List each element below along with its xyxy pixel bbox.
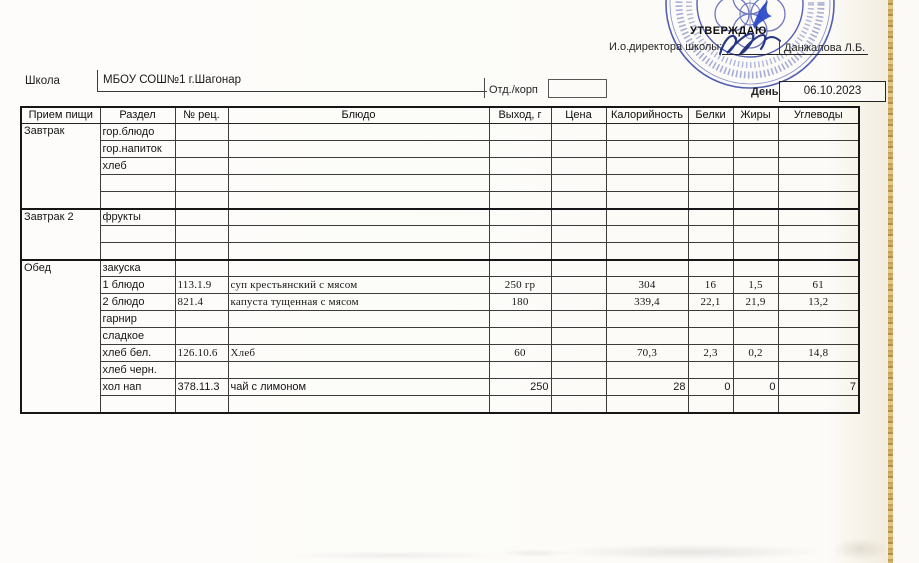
cell-dish <box>228 209 489 226</box>
cell-kcal <box>606 328 688 345</box>
cell-dish <box>228 328 489 345</box>
cell-price <box>551 141 606 158</box>
cell-razdel <box>100 396 175 413</box>
cell-razdel: фрукты <box>100 209 175 226</box>
cell-price <box>551 294 606 311</box>
table-row <box>21 175 859 192</box>
cell-out <box>489 124 551 141</box>
column-header: Углеводы <box>778 107 859 124</box>
cell-carbs: 13,2 <box>778 294 859 311</box>
cell-protein: 16 <box>688 277 733 294</box>
cell-protein <box>688 328 733 345</box>
meal-cell: Завтрак <box>21 124 100 209</box>
cell-dish: суп крестьянский с мясом <box>228 277 489 294</box>
cell-out: 250 <box>489 379 551 396</box>
scan-smudge <box>290 551 500 560</box>
cell-carbs: 61 <box>778 277 859 294</box>
cell-fat: 0 <box>733 379 778 396</box>
cell-razdel: хол нап <box>100 379 175 396</box>
cell-kcal <box>606 175 688 192</box>
cell-kcal <box>606 209 688 226</box>
cell-kcal <box>606 362 688 379</box>
cell-rec <box>175 362 228 379</box>
cell-price <box>551 379 606 396</box>
cell-protein: 22,1 <box>688 294 733 311</box>
cell-carbs <box>778 209 859 226</box>
table-row <box>21 141 859 158</box>
cell-out <box>489 328 551 345</box>
column-header: Прием пищи <box>21 107 100 124</box>
cell-dish <box>228 192 489 209</box>
column-header: № рец. <box>175 107 228 124</box>
cell-dish: капуста тущенная с мясом <box>228 294 489 311</box>
scanned-page-edge <box>888 0 893 563</box>
school-name-field: МБОУ СОШ№1 г.Шагонар <box>97 70 487 92</box>
cell-kcal <box>606 260 688 277</box>
table-row <box>21 124 859 141</box>
cell-rec <box>175 209 228 226</box>
cell-kcal: 304 <box>606 277 688 294</box>
cell-fat: 0,2 <box>733 345 778 362</box>
cell-carbs <box>778 396 859 413</box>
table-row <box>21 209 859 226</box>
cell-rec: 126.10.6 <box>175 345 228 362</box>
cell-rec <box>175 328 228 345</box>
director-label: И.о.директора школы: <box>609 41 723 53</box>
cell-dish <box>228 243 489 260</box>
cell-kcal <box>606 124 688 141</box>
cell-fat <box>733 175 778 192</box>
name-box-tick <box>779 42 780 55</box>
cell-kcal <box>606 396 688 413</box>
cell-carbs <box>778 226 859 243</box>
cell-protein <box>688 209 733 226</box>
cell-rec <box>175 192 228 209</box>
table-row <box>21 294 859 311</box>
column-header: Белки <box>688 107 733 124</box>
cell-price <box>551 192 606 209</box>
cell-rec: 378.11.3 <box>175 379 228 396</box>
cell-razdel: гарнир <box>100 311 175 328</box>
cell-protein <box>688 158 733 175</box>
meal-cell: Завтрак 2 <box>21 209 100 260</box>
cell-kcal <box>606 192 688 209</box>
cell-rec: 821.4 <box>175 294 228 311</box>
cell-out: 250 гр <box>489 277 551 294</box>
column-header: Цена <box>551 107 606 124</box>
cell-kcal <box>606 158 688 175</box>
cell-protein: 2,3 <box>688 345 733 362</box>
cell-fat: 1,5 <box>733 277 778 294</box>
table-row <box>21 226 859 243</box>
cell-dish <box>228 311 489 328</box>
cell-kcal: 339,4 <box>606 294 688 311</box>
table-row <box>21 260 859 277</box>
day-label: День <box>751 86 779 98</box>
cell-out <box>489 192 551 209</box>
cell-out <box>489 175 551 192</box>
table-row <box>21 396 859 413</box>
cell-dish: Хлеб <box>228 345 489 362</box>
table-row <box>21 243 859 260</box>
cell-fat <box>733 362 778 379</box>
cell-razdel: закуска <box>100 260 175 277</box>
cell-price <box>551 345 606 362</box>
table-row <box>21 362 859 379</box>
cell-fat <box>733 243 778 260</box>
cell-fat <box>733 260 778 277</box>
cell-out <box>489 141 551 158</box>
cell-razdel: хлеб бел. <box>100 345 175 362</box>
cell-razdel: гор.напиток <box>100 141 175 158</box>
cell-fat <box>733 226 778 243</box>
cell-kcal: 70,3 <box>606 345 688 362</box>
cell-rec: 113.1.9 <box>175 277 228 294</box>
cell-razdel <box>100 226 175 243</box>
cell-price <box>551 175 606 192</box>
date-field: 06.10.2023 <box>779 81 886 102</box>
scan-smudge <box>555 544 825 560</box>
cell-protein <box>688 362 733 379</box>
cell-rec <box>175 396 228 413</box>
cell-protein <box>688 175 733 192</box>
cell-carbs <box>778 328 859 345</box>
cell-price <box>551 311 606 328</box>
cell-razdel: хлеб черн. <box>100 362 175 379</box>
cell-kcal <box>606 226 688 243</box>
cell-price <box>551 209 606 226</box>
cell-carbs <box>778 243 859 260</box>
cell-price <box>551 328 606 345</box>
cell-dish <box>228 362 489 379</box>
menu-table <box>20 106 860 414</box>
cell-dish <box>228 124 489 141</box>
scan-smudge <box>500 549 570 557</box>
table-row <box>21 379 859 396</box>
cell-carbs: 14,8 <box>778 345 859 362</box>
cell-razdel: 1 блюдо <box>100 277 175 294</box>
cell-protein <box>688 311 733 328</box>
cell-carbs: 7 <box>778 379 859 396</box>
approve-stamp-text: УТВЕРЖДАЮ <box>690 25 767 37</box>
cell-out <box>489 396 551 413</box>
cell-fat <box>733 158 778 175</box>
cell-fat: 21,9 <box>733 294 778 311</box>
cell-kcal <box>606 311 688 328</box>
cell-rec <box>175 226 228 243</box>
cell-rec <box>175 158 228 175</box>
column-header: Блюдо <box>228 107 489 124</box>
cell-rec <box>175 141 228 158</box>
cell-dish <box>228 396 489 413</box>
cell-carbs <box>778 175 859 192</box>
cell-out <box>489 311 551 328</box>
scan-smudge <box>833 538 888 560</box>
cell-protein <box>688 141 733 158</box>
cell-razdel <box>100 175 175 192</box>
cell-razdel: гор.блюдо <box>100 124 175 141</box>
cell-protein <box>688 226 733 243</box>
cell-fat <box>733 396 778 413</box>
cell-dish <box>228 260 489 277</box>
cell-price <box>551 226 606 243</box>
cell-out: 180 <box>489 294 551 311</box>
cell-kcal <box>606 243 688 260</box>
cell-rec <box>175 260 228 277</box>
cell-protein <box>688 396 733 413</box>
cell-out <box>489 260 551 277</box>
cell-carbs <box>778 260 859 277</box>
cell-fat <box>733 311 778 328</box>
column-header: Выход, г <box>489 107 551 124</box>
cell-rec <box>175 175 228 192</box>
cell-fat <box>733 124 778 141</box>
table-header-row <box>21 107 859 124</box>
cell-price <box>551 260 606 277</box>
meal-cell: Обед <box>21 260 100 413</box>
column-header: Раздел <box>100 107 175 124</box>
cell-dish <box>228 158 489 175</box>
cell-price <box>551 362 606 379</box>
cell-razdel: сладкое <box>100 328 175 345</box>
cell-carbs <box>778 362 859 379</box>
cell-carbs <box>778 311 859 328</box>
cell-out <box>489 226 551 243</box>
column-header: Жиры <box>733 107 778 124</box>
cell-kcal: 28 <box>606 379 688 396</box>
cell-rec <box>175 311 228 328</box>
dept-field <box>548 79 607 98</box>
cell-fat <box>733 192 778 209</box>
cell-price <box>551 243 606 260</box>
cell-razdel: хлеб <box>100 158 175 175</box>
cell-razdel <box>100 243 175 260</box>
cell-dish <box>228 226 489 243</box>
cell-razdel: 2 блюдо <box>100 294 175 311</box>
cell-protein <box>688 243 733 260</box>
cell-carbs <box>778 158 859 175</box>
cell-out <box>489 362 551 379</box>
cell-rec <box>175 124 228 141</box>
cell-razdel <box>100 192 175 209</box>
cell-price <box>551 158 606 175</box>
cell-out <box>489 243 551 260</box>
cell-dish <box>228 175 489 192</box>
cell-dish <box>228 141 489 158</box>
cell-protein <box>688 192 733 209</box>
cell-price <box>551 124 606 141</box>
table-row <box>21 192 859 209</box>
cell-out: 60 <box>489 345 551 362</box>
cell-fat <box>733 328 778 345</box>
cell-price <box>551 396 606 413</box>
school-label: Школа <box>25 75 60 87</box>
dept-box-tick <box>484 78 485 98</box>
cell-dish: чай с лимоном <box>228 379 489 396</box>
signature-line <box>722 54 868 55</box>
table-row <box>21 311 859 328</box>
cell-kcal <box>606 141 688 158</box>
cell-price <box>551 277 606 294</box>
table-row <box>21 328 859 345</box>
cell-fat <box>733 209 778 226</box>
cell-out <box>489 158 551 175</box>
cell-carbs <box>778 192 859 209</box>
cell-carbs <box>778 141 859 158</box>
table-row <box>21 277 859 294</box>
cell-rec <box>175 243 228 260</box>
table-row <box>21 345 859 362</box>
director-name: Данжалова Л.Б. <box>784 42 866 54</box>
cell-protein <box>688 124 733 141</box>
cell-carbs <box>778 124 859 141</box>
cell-protein <box>688 260 733 277</box>
table-row <box>21 158 859 175</box>
dept-label: Отд./корп <box>489 84 538 96</box>
cell-fat <box>733 141 778 158</box>
cell-out <box>489 209 551 226</box>
column-header: Калорийность <box>606 107 688 124</box>
cell-protein: 0 <box>688 379 733 396</box>
